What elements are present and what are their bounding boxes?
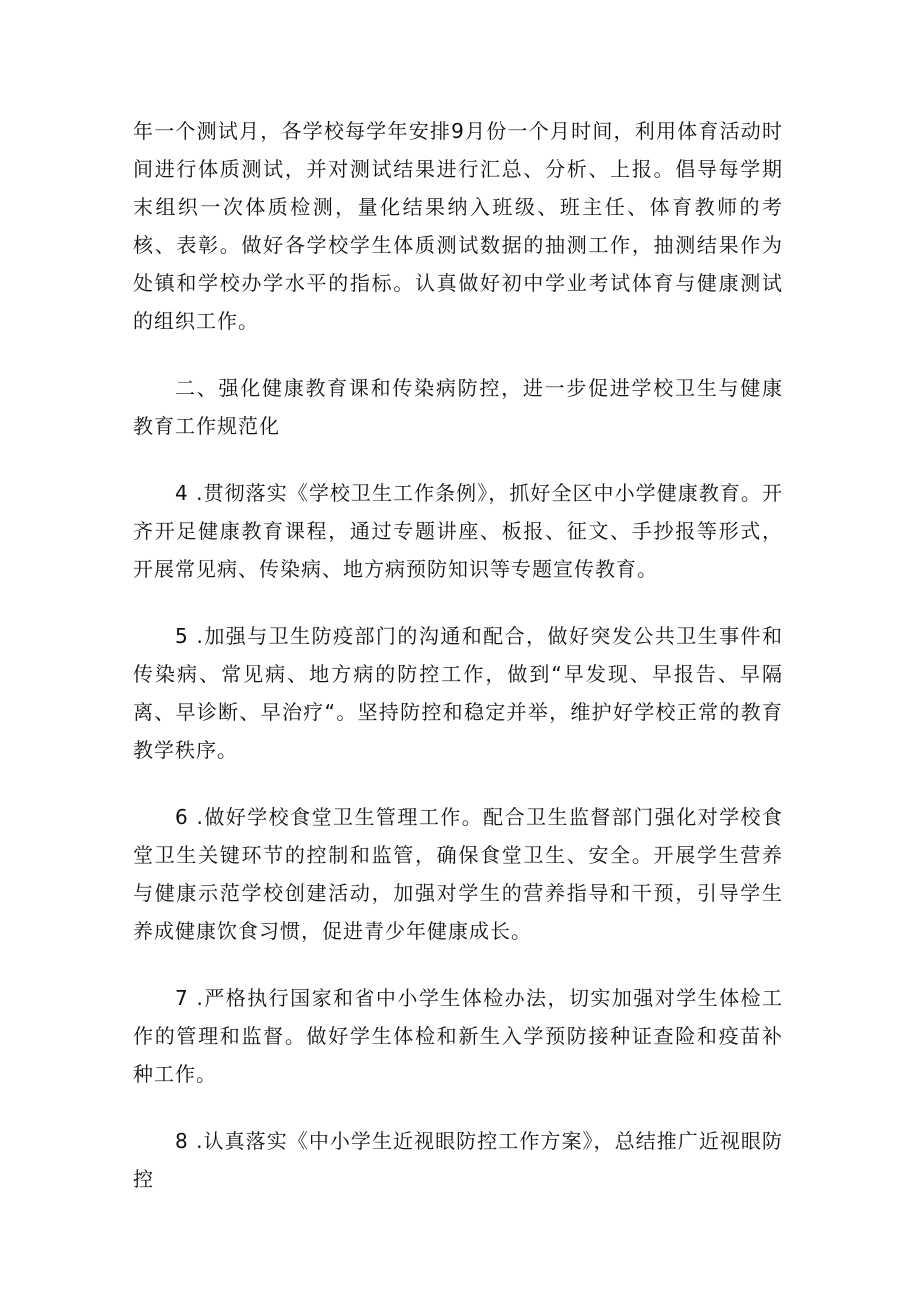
paragraph-continuation: 年一个测试月，各学校每学年安排9月份一个月时间，利用体育活动时间进行体质测试，并对测试结果进行汇总、分析、上报。倡导每学期末组织一次体质检测，量化结果纳入班级、班主任、体育教师的考核、表彰。做好各学校学生体质测试数据的抽测工作，抽测结果作为处镇和学校办学水平的指标。认真做好初中学业考试体育与健康测试的组织工作。 bbox=[133, 119, 783, 333]
document-body bbox=[133, 112, 783, 1198]
paragraph-item-7: 7 .严格执行国家和省中小学生体检办法，切实加强对学生体检工作的管理和监督。做好学生体检和新生入学预防接种证查险和疫苗补种工作。 bbox=[133, 986, 783, 1086]
section-heading: 二、强化健康教育课和传染病防控，进一步促进学校卫生与健康教育工作规范化 bbox=[133, 376, 783, 438]
paragraph-item-5: 5 .加强与卫生防疫部门的沟通和配合，做好突发公共卫生事件和传染病、常见病、地方病的防控工作，做到“早发现、早报告、早隔离、早诊断、早治疗“。坚持防控和稳定并举，维护好学校正常的教育教学秩序。 bbox=[133, 624, 783, 762]
paragraph-item-6: 6 .做好学校食堂卫生管理工作。配合卫生监督部门强化对学校食堂卫生关键环节的控制和监管，确保食堂卫生、安全。开展学生营养与健康示范学校创建活动，加强对学生的营养指导和干预，引导学生养成健康饮食习惯，促进青少年健康成长。 bbox=[133, 805, 783, 943]
paragraph-item-8: 8 .认真落实《中小学生近视眼防控工作方案》，总结推广近视眼防控 bbox=[133, 1129, 783, 1191]
paragraph-item-4: 4 .贯彻落实《学校卫生工作条例》，抓好全区中小学健康教育。开齐开足健康教育课程，通过专题讲座、板报、征文、手抄报等形式，开展常见病、传染病、地方病预防知识等专题宣传教育。 bbox=[133, 481, 783, 581]
